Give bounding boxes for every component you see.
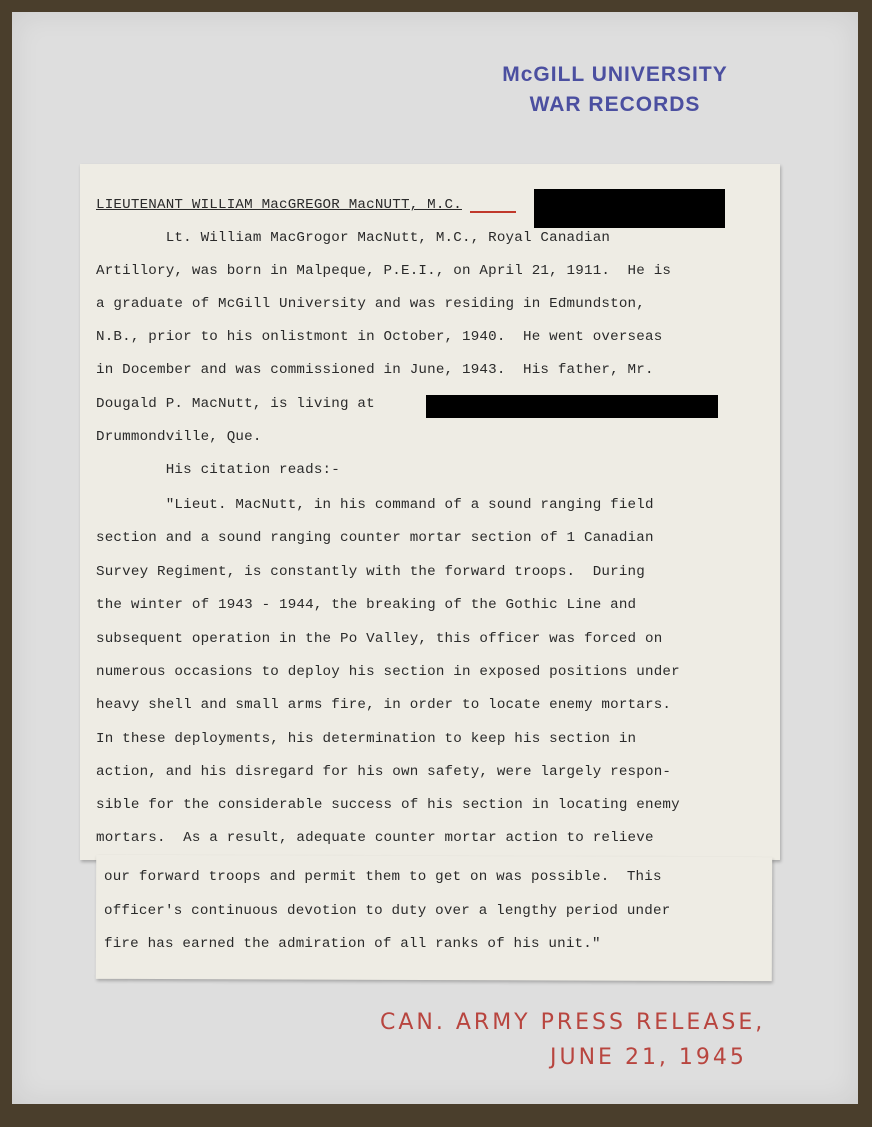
redaction-box-1 — [534, 189, 725, 228]
handwritten-source-note: CAN. ARMY PRESS RELEASE, — [380, 1010, 766, 1035]
body-line: sible for the considerable success of his section in locating enemy — [96, 797, 680, 813]
document-heading: LIEUTENANT WILLIAM MacGREGOR MacNUTT, M.C. — [96, 197, 462, 213]
body-line: Artillory, was born in Malpeque, P.E.I., on April 21, 1911. He is — [96, 263, 672, 279]
body-line: section and a sound ranging counter mortar section of 1 Canadian — [96, 530, 654, 546]
body-line: a graduate of McGill University and was residing in Edmundston, — [96, 296, 645, 312]
body-line: action, and his disregard for his own safety, were largely respon- — [96, 764, 672, 780]
stamp-line-1: McGILL UNIVERSITY — [502, 63, 728, 86]
body-line: mortars. As a result, adequate counter mortar action to relieve — [96, 830, 654, 846]
body-line: Drummondville, Que. — [96, 429, 262, 445]
body-line: His citation reads:- — [96, 462, 340, 478]
body-line: Dougald P. MacNutt, is living at — [96, 396, 375, 412]
continuation-line: fire has earned the admiration of all ranks of his unit." — [104, 936, 601, 952]
body-line: In these deployments, his determination to keep his section in — [96, 731, 637, 747]
body-line: the winter of 1943 - 1944, the breaking of the Gothic Line and — [96, 597, 637, 613]
handwritten-date-note: JUNE 21, 1945 — [550, 1045, 747, 1070]
red-pencil-underline — [470, 211, 516, 213]
war-records-stamp — [470, 60, 760, 120]
continuation-line: our forward troops and permit them to get on was possible. This — [104, 869, 662, 885]
body-line: numerous occasions to deploy his section in exposed positions under — [96, 664, 680, 680]
redaction-box-2 — [426, 395, 718, 418]
body-line: subsequent operation in the Po Valley, this officer was forced on — [96, 631, 663, 647]
body-line: Lt. William MacGrogor MacNutt, M.C., Royal Canadian — [96, 230, 611, 246]
body-line: heavy shell and small arms fire, in order to locate enemy mortars. — [96, 697, 672, 713]
body-line: "Lieut. MacNutt, in his command of a sound ranging field — [96, 497, 654, 513]
body-line: N.B., prior to his onlistmont in October, 1940. He went overseas — [96, 329, 663, 345]
continuation-line: officer's continuous devotion to duty over a lengthy period under — [104, 903, 671, 919]
stamp-line-2: WAR RECORDS — [529, 93, 701, 116]
body-line: in Docember and was commissioned in June, 1943. His father, Mr. — [96, 362, 654, 378]
body-line: Survey Regiment, is constantly with the forward troops. During — [96, 564, 645, 580]
